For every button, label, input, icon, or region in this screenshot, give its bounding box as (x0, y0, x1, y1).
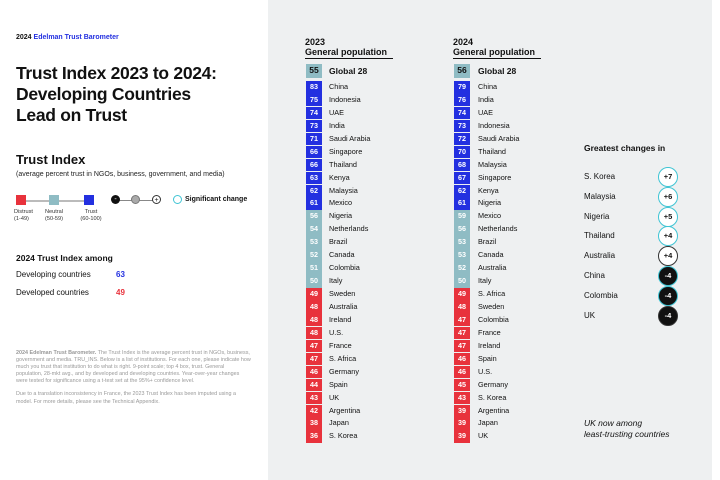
change-value-badge: +4 (658, 226, 678, 246)
score-cell: 48 (454, 301, 470, 314)
score-cell: 53 (454, 249, 470, 262)
score-cell: 50 (454, 275, 470, 288)
score-cell: 73 (306, 120, 322, 133)
score-cell: 56 (306, 210, 322, 223)
score-cell: 59 (454, 210, 470, 223)
country-name-cell: Sweden (329, 289, 356, 299)
country-name-cell: Saudi Arabia (329, 133, 371, 143)
score-cell: 50 (306, 275, 322, 288)
country-name-cell: Netherlands (478, 224, 518, 234)
score-cell: 49 (454, 288, 470, 301)
legend-level-name: Distrust (14, 209, 33, 215)
title-line: Lead on Trust (16, 105, 127, 125)
uk-note-line: UK now among (584, 418, 643, 428)
country-name-cell: India (329, 120, 345, 130)
score-cell: 75 (306, 94, 322, 107)
country-name-cell: China (329, 82, 349, 91)
footnote-france: Due to a translation inconsistency in France, the 2023 Trust Index has been imputed using a model. For more details, please see the Technical Appendix. (16, 391, 236, 405)
uk-note (584, 418, 670, 440)
score-cell: 71 (306, 133, 322, 146)
score-cell: 66 (306, 159, 322, 172)
country-name-cell: Germany (329, 366, 360, 376)
change-country-name: UK (584, 310, 596, 320)
score-cell: 61 (454, 197, 470, 210)
score-cell: 36 (306, 430, 322, 443)
score-cell: 46 (306, 366, 322, 379)
col-2023-year: 2023 (305, 37, 326, 47)
score-cell: 47 (306, 353, 322, 366)
country-name-cell: Indonesia (478, 120, 510, 130)
footnote-source: 2024 Edelman Trust Barometer. (16, 350, 97, 356)
country-name-cell: Japan (329, 418, 349, 428)
score-cell: 52 (306, 249, 322, 262)
change-value-badge: +7 (658, 167, 678, 187)
country-name-cell: Thailand (478, 146, 506, 156)
country-name-cell: UAE (329, 107, 345, 117)
country-name-cell: France (478, 327, 501, 337)
country-name-cell: Argentina (478, 405, 510, 415)
country-name-cell: Singapore (478, 172, 512, 182)
no-change-icon (131, 195, 140, 204)
country-name-cell: S. Africa (478, 289, 506, 299)
country-name-cell: Spain (478, 353, 497, 363)
country-name-cell: France (329, 340, 352, 350)
title-line: Trust Index 2023 to 2024: (16, 63, 217, 83)
country-name-cell: Colombia (329, 263, 360, 273)
developed-countries-value: 49 (116, 288, 125, 297)
global-score-cell: 56 (454, 64, 470, 78)
country-name-cell: Spain (329, 379, 348, 389)
country-name-cell: Ireland (478, 340, 501, 350)
footnote-text: The Trust Index is the average percent trust in NGOs, business, government and media. TRU_INS. Below is a list of institutions. For each one, please indicate how much you trust that institution to do what is right. 9-point scale; top 4 box, trust. General population, 28-mkt avg., and by developed and developing countries. Year-over-year changes were tested for significance using a t-test set at the 95%+ confidence level. (16, 350, 251, 385)
among-heading: 2024 Trust Index among (16, 253, 113, 263)
score-cell: 43 (454, 392, 470, 405)
score-cell: 70 (454, 146, 470, 159)
score-cell: 46 (454, 366, 470, 379)
score-cell: 47 (454, 340, 470, 353)
legend-level-name: Neutral (44, 209, 64, 215)
score-cell: 43 (306, 392, 322, 405)
score-cell: 39 (454, 430, 470, 443)
score-cell: 74 (454, 107, 470, 120)
legend-neutral-swatch (49, 195, 59, 205)
country-name-cell: UAE (478, 107, 494, 117)
change-value-badge: +6 (658, 187, 678, 207)
col-2024-label: General population (453, 47, 536, 57)
global-name-cell: Global 28 (478, 66, 517, 76)
change-value-badge: -4 (658, 306, 678, 326)
score-cell: 73 (454, 120, 470, 133)
change-value-badge: -4 (658, 266, 678, 286)
country-name-cell: Italy (478, 276, 492, 286)
country-name-cell: China (478, 82, 498, 91)
score-cell: 54 (306, 223, 322, 236)
country-name-cell: UK (478, 431, 489, 441)
legend-level-range: (50-59) (44, 215, 64, 222)
global-score-cell: 55 (306, 64, 322, 78)
increase-change-icon: + (152, 195, 161, 204)
country-name-cell: Canada (329, 250, 355, 260)
score-cell: 62 (306, 185, 322, 198)
country-name-cell: Kenya (329, 172, 350, 182)
legend-level-range: (60-100) (80, 215, 102, 222)
country-name-cell: Malaysia (329, 185, 358, 195)
country-name-cell: S. Korea (329, 431, 358, 441)
score-cell: 76 (454, 94, 470, 107)
score-cell: 63 (306, 172, 322, 185)
score-cell: 38 (306, 417, 322, 430)
change-country-name: Colombia (584, 290, 618, 300)
score-cell: 48 (306, 327, 322, 340)
score-cell: 56 (454, 223, 470, 236)
significant-change-icon (173, 195, 182, 204)
country-name-cell: Germany (478, 379, 509, 389)
score-cell: 52 (454, 262, 470, 275)
col-2023-rule (305, 58, 393, 59)
country-name-cell: Saudi Arabia (478, 133, 520, 143)
score-cell: 67 (454, 172, 470, 185)
score-cell: 83 (306, 81, 322, 94)
country-name-cell: Malaysia (478, 159, 507, 169)
score-cell: 46 (454, 353, 470, 366)
country-name-cell: S. Korea (478, 392, 507, 402)
country-name-cell: U.S. (478, 366, 493, 376)
country-name-cell: Brazil (329, 237, 348, 247)
score-cell: 45 (454, 379, 470, 392)
score-cell: 74 (306, 107, 322, 120)
score-cell: 39 (454, 405, 470, 418)
score-cell: 47 (454, 327, 470, 340)
country-name-cell: UK (329, 392, 340, 402)
country-name-cell: Mexico (329, 198, 353, 208)
country-name-cell: Canada (478, 250, 504, 260)
col-2024-rule (453, 58, 541, 59)
country-name-cell: Indonesia (329, 94, 361, 104)
country-name-cell: Singapore (329, 146, 363, 156)
score-cell: 61 (306, 197, 322, 210)
legend-level-name: Trust (84, 209, 98, 215)
country-name-cell: Italy (329, 276, 343, 286)
country-name-cell: Brazil (478, 237, 497, 247)
trust-index-subtitle: (average percent trust in NGOs, business, government, and media) (16, 171, 225, 178)
change-value-badge: +4 (658, 246, 678, 266)
country-name-cell: U.S. (329, 327, 344, 337)
change-value-badge: -4 (658, 286, 678, 306)
country-name-cell: Mexico (478, 211, 502, 221)
score-cell: 53 (306, 236, 322, 249)
score-cell: 39 (454, 417, 470, 430)
change-country-name: China (584, 271, 605, 280)
country-name-cell: S. Africa (329, 353, 357, 363)
col-2023-label: General population (305, 47, 388, 57)
legend-trust-label (78, 209, 104, 222)
trust-index-heading: Trust Index (16, 152, 86, 167)
legend-trust-swatch (84, 195, 94, 205)
country-name-cell: Sweden (478, 301, 505, 311)
country-name-cell: Argentina (329, 405, 361, 415)
change-value-badge: +5 (658, 207, 678, 227)
developing-countries-label: Developing countries (16, 270, 91, 279)
country-name-cell: Australia (478, 263, 507, 273)
country-name-cell: Colombia (478, 314, 509, 324)
significant-change-label: Significant change (185, 196, 248, 203)
country-name-cell: Kenya (478, 185, 499, 195)
country-name-cell: India (478, 94, 494, 104)
score-cell: 53 (454, 236, 470, 249)
legend-distrust-label (14, 209, 36, 222)
country-name-cell: Australia (329, 301, 358, 311)
decrease-change-icon: - (111, 195, 120, 204)
score-cell: 62 (454, 185, 470, 198)
score-cell: 51 (306, 262, 322, 275)
change-country-name: S. Korea (584, 172, 616, 181)
brand-name: Edelman Trust Barometer (33, 34, 119, 41)
developing-countries-value: 63 (116, 270, 125, 279)
score-cell: 72 (454, 133, 470, 146)
score-cell: 48 (306, 301, 322, 314)
global-name-cell: Global 28 (329, 66, 368, 76)
brand-header (16, 34, 119, 41)
score-cell: 47 (454, 314, 470, 327)
score-cell: 49 (306, 288, 322, 301)
score-cell: 79 (454, 81, 470, 94)
left-panel (0, 0, 268, 480)
footnote-methodology (16, 350, 252, 385)
legend-distrust-swatch (16, 195, 26, 205)
change-country-name: Australia (584, 251, 616, 261)
country-name-cell: Nigeria (329, 211, 353, 221)
change-country-name: Nigeria (584, 211, 610, 221)
score-cell: 48 (306, 314, 322, 327)
page-title (16, 63, 256, 126)
title-line: Developing Countries (16, 84, 191, 104)
developed-countries-label: Developed countries (16, 288, 89, 297)
change-country-name: Thailand (584, 231, 615, 241)
footnote (16, 350, 252, 412)
score-cell: 42 (306, 405, 322, 418)
country-name-cell: Ireland (329, 314, 352, 324)
uk-note-line: least-trusting countries (584, 429, 670, 439)
country-name-cell: Nigeria (478, 198, 502, 208)
brand-year: 2024 (16, 34, 32, 41)
country-name-cell: Thailand (329, 159, 357, 169)
score-cell: 66 (306, 146, 322, 159)
country-name-cell: Japan (478, 418, 498, 428)
change-country-name: Malaysia (584, 191, 616, 201)
score-cell: 68 (454, 159, 470, 172)
country-name-cell: Netherlands (329, 224, 369, 234)
legend-level-range: (1-49) (14, 215, 29, 222)
score-cell: 44 (306, 379, 322, 392)
legend-neutral-label (42, 209, 66, 222)
greatest-changes-heading: Greatest changes in (584, 143, 666, 153)
col-2024-year: 2024 (453, 37, 474, 47)
score-cell: 47 (306, 340, 322, 353)
